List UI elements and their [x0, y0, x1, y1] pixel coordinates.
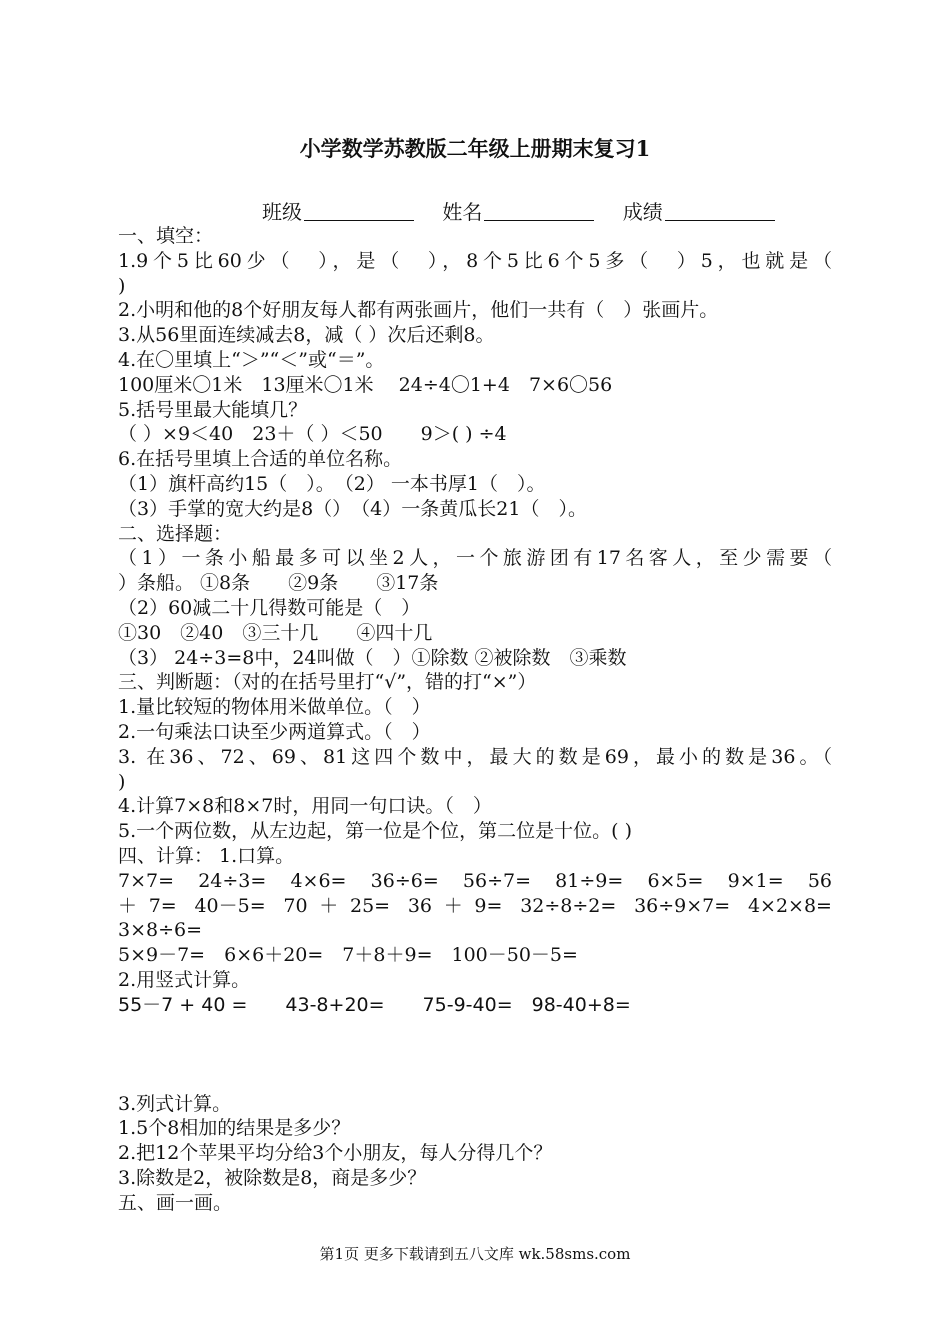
oral-calc-item: 4×6= [290, 869, 347, 892]
score-field [623, 197, 775, 227]
text-line: 5×9－7= 6×6＋20= 7＋8＋9= 100－50－5= [118, 944, 578, 967]
text-line: ①30 ②40 ③三十几 ④四十几 [118, 621, 433, 644]
questions-part3 [118, 1092, 832, 1216]
text-line: 二、选择题： [118, 522, 233, 545]
worksheet-body [118, 224, 832, 1215]
text-line: ) [118, 770, 126, 793]
text-line: （2）60减二十几得数可能是（ ） [118, 596, 421, 619]
text-line: 2.小明和他的8个好朋友每人都有两张画片，他们一共有（ ）张画片。 [118, 299, 719, 322]
text-line: 2.一句乘法口诀至少两道算式。（ ） [118, 720, 431, 743]
oral-calc-item: 7×7= [118, 869, 175, 892]
oral-calc-item: 40－5= [194, 894, 266, 917]
class-label: 班级 [262, 200, 302, 224]
vertical-calc-row: 55－7 + 40 = 43-8+20= 75-9-40= 98-40+8= [118, 993, 631, 1016]
text-line: 2.用竖式计算。 [118, 968, 251, 991]
text-line: 3.除数是2，被除数是8，商是多少？ [118, 1166, 427, 1189]
score-blank [665, 198, 775, 221]
oral-calc-item: 56÷7= [462, 869, 532, 892]
text-line: 3.从56里面连续减去8，减（ ）次后还剩8。 [118, 324, 495, 347]
oral-calc-row-2 [118, 894, 832, 919]
questions-part1 [118, 224, 832, 869]
class-field [262, 197, 414, 227]
oral-calc-item: 24÷3= [198, 869, 267, 892]
oral-calc-item: 36＋9= [407, 894, 503, 917]
text-line: 5.一个两位数，从左边起，第一位是个位，第二位是十位。( ) [118, 820, 632, 843]
text-line: 3.列式计算。 [118, 1092, 232, 1115]
oral-calc-item: 6×5= [647, 869, 704, 892]
text-line: 6.在括号里填上合适的单位名称。 [118, 448, 403, 471]
name-blank [484, 198, 594, 221]
text-line: 一、填空： [118, 225, 214, 247]
score-label: 成绩 [622, 200, 663, 224]
text-line: （ ）×9＜40 23＋（ ）＜50 9＞( ) ÷4 [118, 423, 507, 446]
text-line: 1.量比较短的物体用米做单位。（ ） [118, 696, 431, 719]
text-line: 五、画一画。 [118, 1191, 233, 1214]
text-line: 3×8÷6= [118, 919, 203, 942]
page-footer: 第1页 更多下载请到五八文库 wk.58sms.com [319, 1245, 631, 1263]
oral-calc-item: 36÷6= [370, 869, 439, 892]
questions-part2 [118, 918, 832, 992]
text-line: （1）一条小船最多可以坐2人，一个旅游团有17名客人，至少需要（ [118, 547, 832, 570]
text-line: 4.在〇里填上“＞”“＜”或“＝”。 [118, 348, 385, 371]
class-blank [304, 198, 414, 221]
text-line: （3）手掌的宽大约是8（） （4）一条黄瓜长21（ ）。 [118, 497, 587, 520]
text-line: 四、计算： 1.口算。 [118, 844, 295, 867]
oral-calc-row-1 [118, 869, 832, 894]
name-field [442, 197, 594, 227]
text-line: （3） 24÷3=8中，24叫做（ ）①除数 ②被除数 ③乘数 [118, 646, 627, 669]
text-line: 1.9个5比60少（ ），是（ ），8个5比6个5多（ ）5，也就是（ [118, 249, 832, 272]
oral-calc-item: 70＋25= [283, 894, 391, 917]
text-line: 5.括号里最大能填几？ [118, 398, 308, 421]
page-title: 小学数学苏教版二年级上册期末复习1 [299, 136, 651, 161]
work-space [118, 1018, 832, 1092]
text-line: ) [118, 274, 126, 297]
text-line: 4.计算7×8和8×7时，用同一句口诀。（ ） [118, 795, 492, 818]
text-line: 3. 在36、72、69、81这四个数中，最大的数是69，最小的数是36。（ [118, 745, 832, 768]
text-line: ）条船。 ①8条 ②9条 ③17条 [118, 572, 439, 595]
text-line: （1）旗杆高约15（ ）。 （2） 一本书厚1（ ）。 [118, 472, 546, 495]
text-line: 2.把12个苹果平均分给3个小朋友，每人分得几个？ [118, 1142, 553, 1165]
oral-calc-item: 56 [807, 869, 832, 892]
oral-calc-item: 9×1= [727, 869, 784, 892]
name-label: 姓名 [442, 200, 483, 224]
text-line: 1.5个8相加的结果是多少？ [118, 1117, 351, 1140]
student-info-row [262, 197, 797, 227]
oral-calc-item: 81÷9= [555, 869, 624, 892]
oral-calc-item: 36÷9×7= [634, 894, 731, 917]
oral-calc-item: 32÷8÷2= [520, 894, 617, 917]
text-line: 三、判断题：（对的在括号里打“√”，错的打“×”） [118, 671, 537, 694]
text-line: 100厘米〇1米 13厘米〇1米 24÷4〇1+4 7×6〇56 [118, 373, 613, 396]
oral-calc-item: 4×2×8= [747, 894, 832, 917]
oral-calc-item: ＋7= [118, 894, 177, 917]
